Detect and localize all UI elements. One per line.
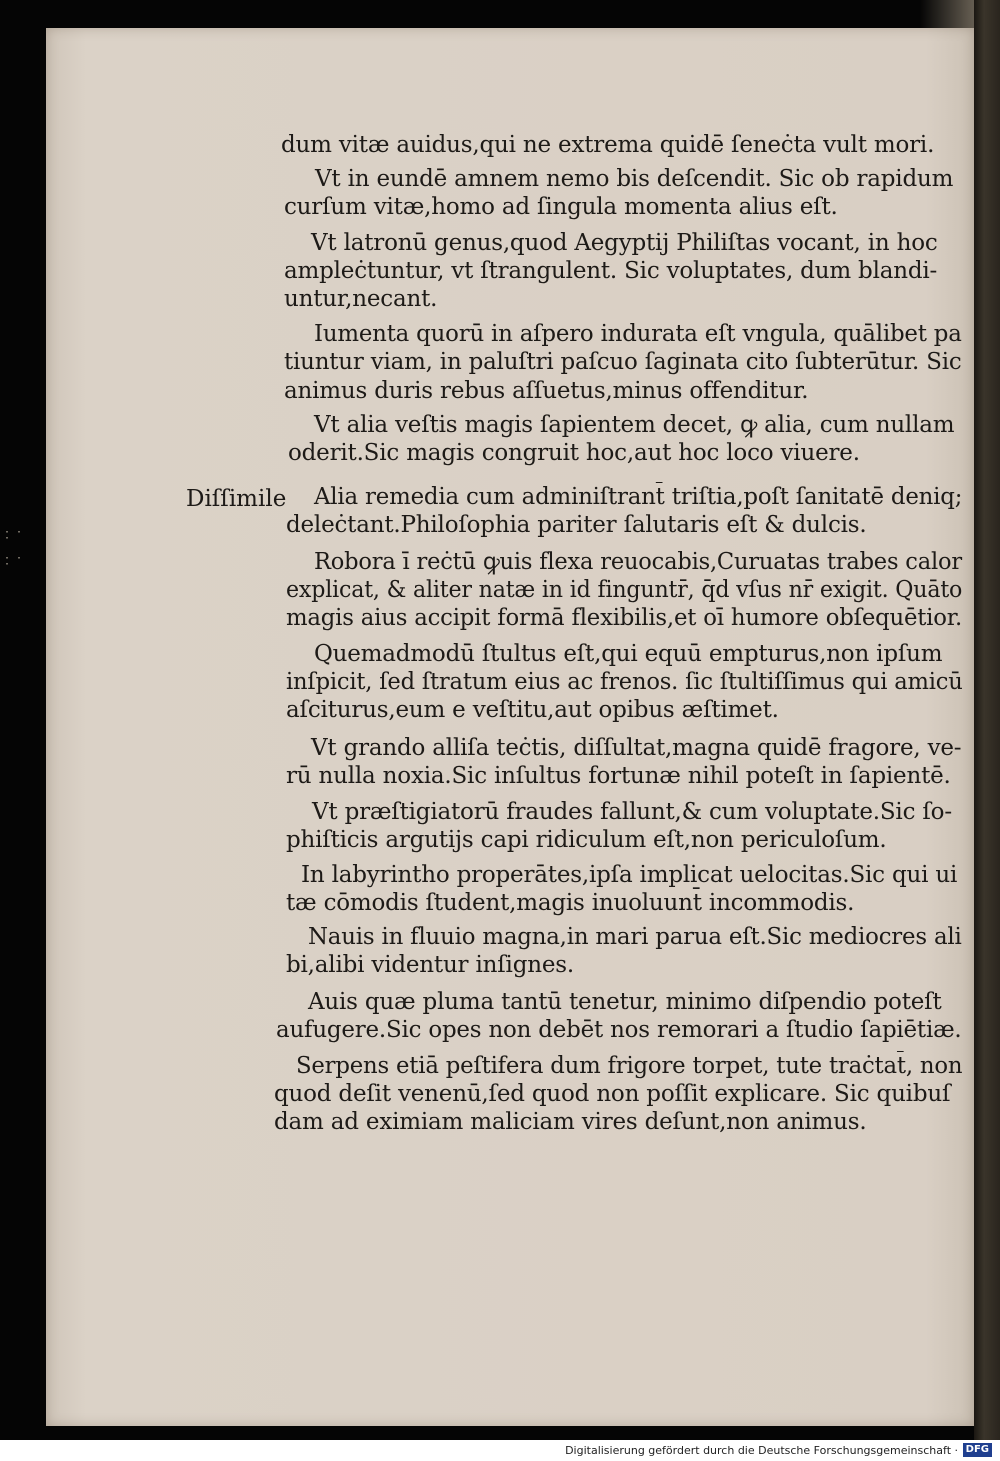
text-line: untur,necant. [284, 286, 438, 312]
book-spine-edge [974, 0, 1000, 1440]
binding-marks: · · · [4, 553, 23, 570]
text-line: Robora ī reċtū ꝙuis flexa reuocabis,Curuatas trabes calor [314, 549, 962, 575]
text-line: Vt præſtigiatorū fraudes fallunt,& cum voluptate.Sic ſo- [312, 799, 952, 825]
funding-credit: Digitalisierung gefördert durch die Deutsche Forschungsgemeinschaft · [565, 1444, 958, 1457]
text-line: Vt grando alliſa teċtis, diſſultat,magna quidē fragore, ve- [311, 735, 962, 761]
text-line: Auis quæ pluma tantū tenetur, minimo diſpendio poteſt [308, 989, 942, 1015]
text-line: inſpicit, ſed ſtratum eius ac frenos. ſic ſtultiſſimus qui amicū [286, 669, 963, 695]
page-text [46, 28, 974, 1426]
text-line: dum vitæ auidus,qui ne extrema quidē ſeneċta vult mori. [281, 132, 935, 158]
text-line: quod deſit venenū,ſed quod non poſſit explicare. Sic quibuſ [274, 1081, 951, 1107]
text-line: aufugere.Sic opes non debēt nos remorari a ſtudio ſapiētiæ. [276, 1017, 962, 1043]
text-line: Nauis in fluuio magna,in mari parua eſt.Sic mediocres ali [308, 924, 962, 950]
text-line: Serpens etiā peſtifera dum frigore torpet, tute traċtat̄, non [296, 1053, 963, 1079]
footer-bar [0, 1440, 1000, 1461]
text-line: Quemadmodū ſtultus eſt,qui equū empturus,non ipſum [314, 641, 943, 667]
text-line: curſum vitæ,homo ad ſingula momenta alius eſt. [284, 194, 838, 220]
text-line: bi,alibi videntur inſignes. [286, 952, 574, 978]
text-line: tæ cōmodis ſtudent,magis inuoluunt̄ incommodis. [286, 890, 855, 916]
text-line: Vt latronū genus,quod Aegyptij Philiſtas vocant, in hoc [311, 230, 938, 256]
text-line: tiuntur viam, in paluſtri paſcuo ſaginata cito ſubterūtur. Sic [284, 349, 962, 375]
text-line: Vt in eundē amnem nemo bis deſcendit. Sic ob rapidum [315, 166, 954, 192]
text-line: animus duris rebus aſſuetus,minus offenditur. [284, 378, 809, 404]
text-line: Alia remedia cum adminiſtrant̄ triſtia,poſt ſanitatē deniq; [314, 484, 963, 510]
text-line: phiſticis argutijs capi ridiculum eſt,non periculoſum. [286, 827, 887, 853]
text-line: oderit.Sic magis congruit hoc,aut hoc loco viuere. [288, 440, 860, 466]
binding-marks: · · · [4, 527, 23, 544]
text-line: Vt alia veſtis magis ſapientem decet, ꝙ alia, cum nullam [314, 412, 955, 438]
text-line: In labyrintho properātes,ipſa implicat uelocitas.Sic qui ui [301, 862, 958, 888]
text-line: aſciturus,eum e veſtitu,aut opibus æſtimet. [286, 697, 779, 723]
text-line: magis aius accipit formā flexibilis,et oī humore obſequētior. [286, 605, 962, 631]
book-page [46, 28, 974, 1426]
text-line: Iumenta quorū in aſpero indurata eſt vngula, quālibet pa [314, 321, 962, 347]
text-line: ampleċtuntur, vt ſtrangulent. Sic voluptates, dum blandi- [284, 258, 938, 284]
text-line: explicat, & aliter natæ in id finguntr̄, q̄d vſus nr̄ exigit. Quāto [286, 577, 963, 603]
text-line: dam ad eximiam maliciam vires deſunt,non animus. [274, 1109, 867, 1135]
text-line: deleċtant.Philoſophia pariter ſalutaris eſt & dulcis. [286, 512, 867, 538]
text-line: rū nulla noxia.Sic inſultus fortunæ nihil poteſt in ſapientē. [286, 763, 951, 789]
margin-note: Diſſimile [186, 486, 287, 512]
dfg-logo-icon: DFG [963, 1443, 992, 1457]
